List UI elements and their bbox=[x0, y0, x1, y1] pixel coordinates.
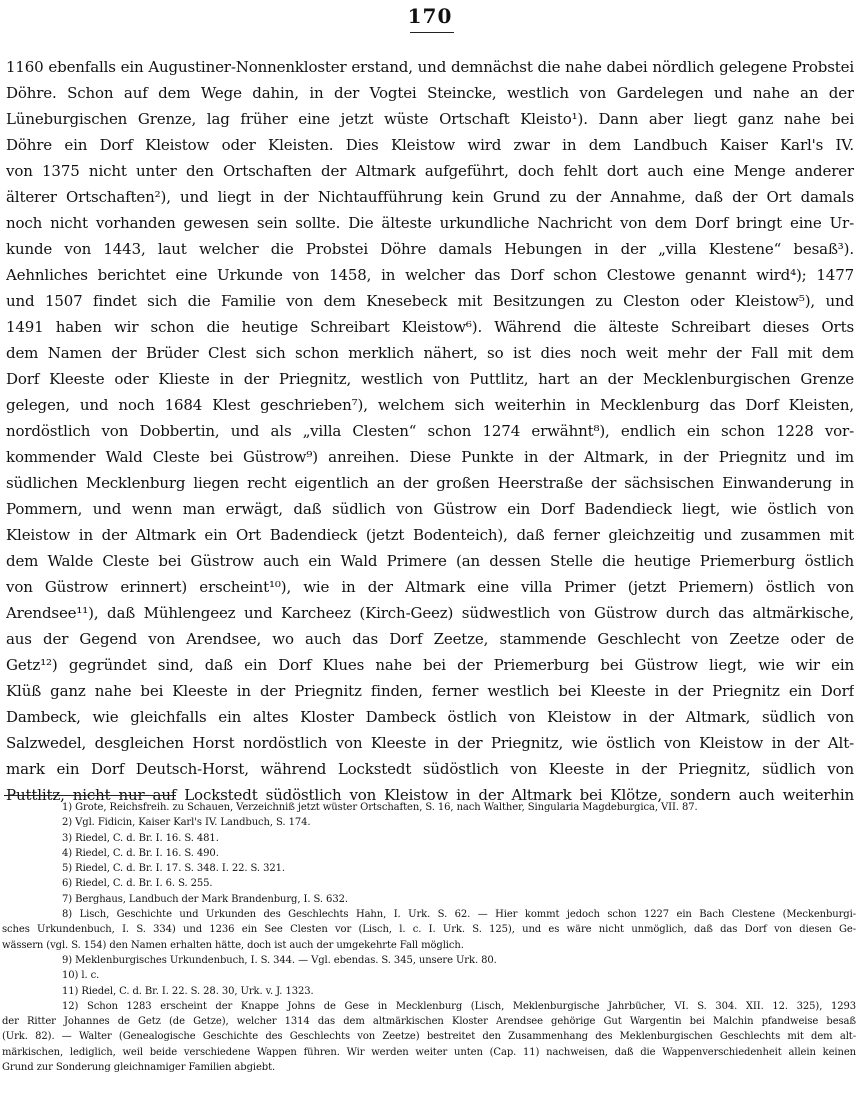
footnote: 1) Grote, Reichsfreih. zu Schauen, Verzeichniß jetzt wüster Ortschaften, S. 16, nach Walther, Singularia Magdeburgica, VII. 87. bbox=[62, 802, 698, 813]
body-line: Dorf Kleeste oder Kliestе in der Priegnitz, westlich von Puttlitz, hart an der Mecklenburgischen Grenze bbox=[6, 370, 854, 388]
body-line: und 1507 findet sich die Familie von dem Knesebeck mit Besitzungen zu Cleston oder Kleistow⁵), und bbox=[6, 292, 854, 310]
page-number-underline bbox=[410, 32, 454, 33]
body-line: Arendsee¹¹), daß Mühlengeez und Karcheez (Kirch-Geez) südwestlich von Güstrow durch das altmärkische, bbox=[6, 604, 854, 622]
body-line: aus der Gegend von Arendsee, wo auch das Dorf Zeetze, stammende Geschlecht von Zeetze oder de bbox=[6, 630, 854, 648]
footnote: 12) Schon 1283 erscheint der Knappe Johns de Gese in Mecklenburg (Lisch, Meklenburgische Jahrbücher, VI. S. 304. XII. 12. 325), 1293 bbox=[62, 1000, 856, 1012]
body-line: Pommern, und wenn man erwägt, daß südlich von Güstrow ein Dorf Badendieck liegt, wie östlich von bbox=[6, 500, 854, 518]
body-line: von Güstrow erinnert) erscheint¹⁰), wie in der Altmark eine villa Primer (jetzt Priemern) östlich von bbox=[6, 578, 854, 596]
body-line: 1491 haben wir schon die heutige Schreibart Kleistow⁶). Während die älteste Schreibart dieses Orts bbox=[6, 318, 854, 336]
footnote: 6) Riedel, C. d. Br. I. 6. S. 255. bbox=[62, 878, 213, 890]
footnote: wässern (vgl. S. 154) den Namen erhalten hätte, doch ist auch der umgekehrte Fall möglich. bbox=[2, 939, 464, 951]
footnote: 5) Riedel, C. d. Br. I. 17. S. 348. I. 22. S. 321. bbox=[62, 863, 285, 875]
footnote: (Urk. 82). — Walter (Genealogische Geschichte des Geschlechts von Zeetze) bestreitet den Zusammenhang des Meklenburgischen Geschlechts mit dem alt- bbox=[2, 1031, 856, 1043]
body-line: Döhre ein Dorf Kleistow oder Kleisten. Dies Kleistow wird zwar in dem Landbuch Kaiser Karl's IV. bbox=[6, 136, 854, 154]
footnote: 8) Lisch, Geschichte und Urkunden des Geschlechts Hahn, I. Urk. S. 62. — Hier kommt jedoch schon 1227 ein Bach Clestene (Meckenburgi- bbox=[62, 909, 856, 921]
footnote: der Ritter Johannes de Getz (de Getze), welcher 1314 das dem altmärkischen Kloster Arendsee gehörige Gut Wargentin bei Malchin pfandweise besaß bbox=[2, 1016, 856, 1028]
body-line: nordöstlich von Dobbertin, und als „villa Clesten“ schon 1274 erwähnt⁸), endlich ein schon 1228 vor- bbox=[6, 422, 854, 440]
body-line: mark ein Dorf Deutsch-Horst, während Lockstedt südöstlich von Kleeste in der Priegnitz, südlich von bbox=[6, 760, 854, 778]
footnote: märkischen, lediglich, weil beide verschiedene Wappen führen. Wir werden weiter unten (Cap. 11) nachweisen, daß die Wappenverschiedenheit allein keinen bbox=[2, 1046, 856, 1058]
body-line: dem Namen der Brüder Clest sich schon merklich nähert, so ist dies noch weit mehr der Fall mit dem bbox=[6, 344, 854, 362]
body-text bbox=[6, 54, 854, 808]
footnotes bbox=[2, 800, 856, 1075]
body-line: Salzwedel, desgleichen Horst nordöstlich von Kleeste in der Priegnitz, wie östlich von Kleistow in der Alt- bbox=[6, 734, 854, 752]
footnote-divider bbox=[4, 795, 176, 796]
body-line: kommender Wald Cleste bei Güstrow⁹) anreihen. Diese Punkte in der Altmark, in der Priegnitz und im bbox=[6, 448, 854, 466]
body-line: älterer Ortschaften²), und liegt in der Nichtaufführung kein Grund zu der Annahme, daß der Ort damals bbox=[6, 188, 854, 206]
footnote: 4) Riedel, C. d. Br. I. 16. S. 490. bbox=[62, 847, 219, 859]
body-line: südlichen Mecklenburg liegen recht eigentlich an der großen Heerstraße der sächsischen Einwanderung in bbox=[6, 474, 854, 492]
footnote: 7) Berghaus, Landbuch der Mark Brandenburg, I. S. 632. bbox=[62, 893, 348, 905]
body-line: Dambeck, wie gleichfalls ein altes Kloster Dambeck östlich von Kleistow in der Altmark, südlich von bbox=[6, 708, 854, 726]
body-line: kunde von 1443, laut welcher die Probstei Döhre damals Hebungen in der „villa Klestene“ besaß³). bbox=[6, 240, 854, 258]
body-line: dem Walde Cleste bei Güstrow auch ein Wald Primere (an dessen Stelle die heutige Priemerburg östlich bbox=[6, 552, 854, 570]
body-line: Kleistow in der Altmark ein Ort Badendieck (jetzt Bodenteich), daß ferner gleichzeitig und zusammen mit bbox=[6, 526, 854, 544]
body-line: Aehnliches berichtet eine Urkunde von 1458, in welcher das Dorf schon Clestowe genannt wird⁴); 1477 bbox=[6, 266, 854, 284]
body-line: 1160 ebenfalls ein Augustiner-Nonnenkloster erstand, und demnächst die nahe dabei nördlich gelegene Probstei bbox=[6, 58, 854, 76]
body-line: Klüß ganz nahe bei Kleeste in der Priegnitz finden, ferner westlich bei Kleeste in der Priegnitz ein Dorf bbox=[6, 682, 854, 700]
body-line: noch nicht vorhanden gewesen sein sollte. Die älteste urkundliche Nachricht von dem Dorf bringt eine Ur- bbox=[6, 214, 854, 232]
body-line: Döhre. Schon auf dem Wege dahin, in der Vogtei Steincke, westlich von Gardelegen und nahe an der bbox=[6, 84, 854, 102]
footnote: 10) l. c. bbox=[62, 970, 100, 982]
body-line: Getz¹²) gegründet sind, daß ein Dorf Klues nahe bei der Priemerburg bei Güstrow liegt, wie wir ein bbox=[6, 656, 854, 674]
body-line: Puttlitz, nicht nur auf Lockstedt südöstlich von Kleistow in der Altmark bei Klötze, sondern auch weiterhin bbox=[6, 786, 854, 804]
page-number: 170 bbox=[407, 4, 453, 28]
body-line: von 1375 nicht unter den Ortschaften der Altmark aufgeführt, doch fehlt dort auch eine Menge anderer bbox=[6, 162, 854, 180]
footnote: Grund zur Sonderung gleichnamiger Familien abgiebt. bbox=[2, 1062, 276, 1074]
footnote: 9) Meklenburgisches Urkundenbuch, I. S. 344. — Vgl. ebendas. S. 345, unsere Urk. 80. bbox=[62, 954, 497, 966]
footnote: 3) Riedel, C. d. Br. I. 16. S. 481. bbox=[62, 832, 219, 844]
body-line: Lüneburgischen Grenze, lag früher eine jetzt wüste Ortschaft Kleisto¹). Dann aber liegt ganz nahe bei bbox=[6, 110, 854, 128]
body-line: gelegen, und noch 1684 Klest geschrieben⁷), welchem sich weiterhin in Mecklenburg das Dorf Kleisten, bbox=[6, 396, 854, 414]
footnote: 2) Vgl. Fidicin, Kaiser Karl's IV. Landbuch, S. 174. bbox=[62, 817, 311, 829]
footnote: sches Urkundenbuch, I. S. 334) und 1236 ein See Clesten vor (Lisch, l. c. I. Urk. S. 125), und es wäre nicht unmöglich, daß das Dorf von diesen Ge- bbox=[2, 924, 856, 936]
footnote: 11) Riedel, C. d. Br. I. 22. S. 28. 30, Urk. v. J. 1323. bbox=[62, 985, 314, 997]
